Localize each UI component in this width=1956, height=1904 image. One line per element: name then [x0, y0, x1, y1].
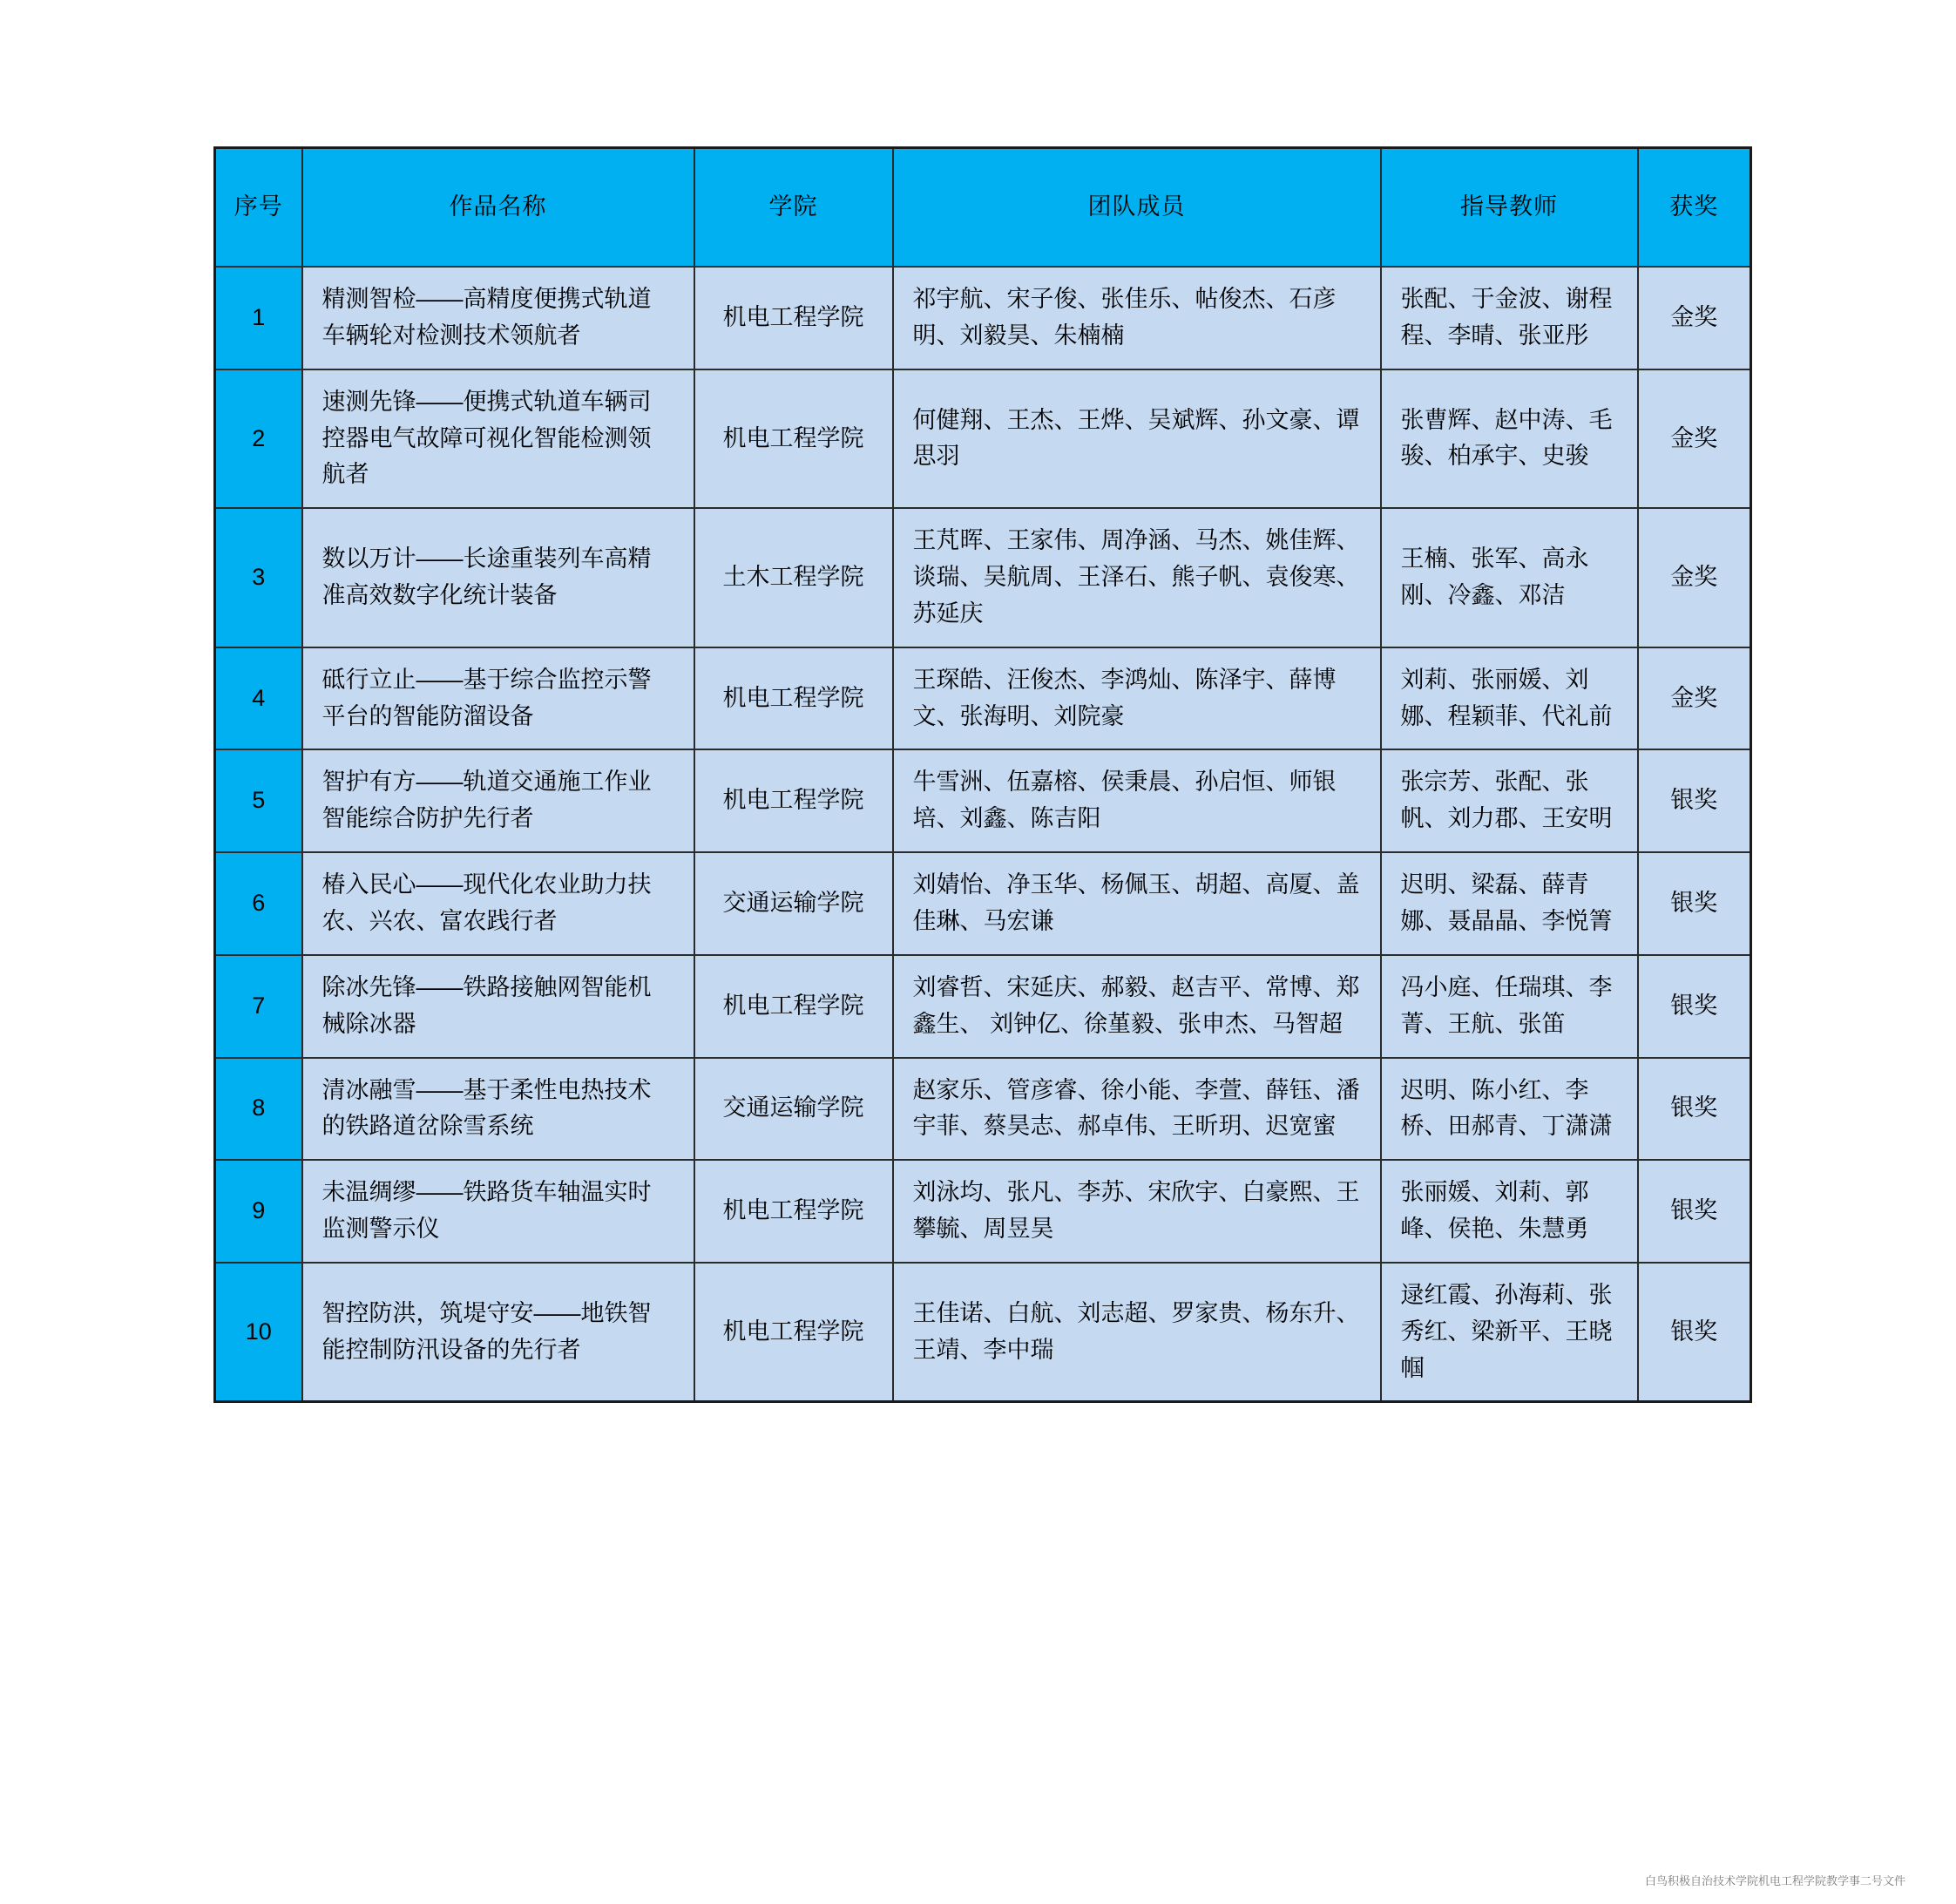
cell-title: 数以万计——长途重装列车高精准高效数字化统计装备 — [302, 508, 694, 647]
cell-teachers: 迟明、陈小红、李桥、田郝青、丁潇潇 — [1381, 1058, 1638, 1161]
award-table — [213, 146, 1752, 1403]
award-table-container — [213, 146, 1750, 1403]
table-row — [215, 508, 1751, 647]
cell-members: 牛雪洲、伍嘉榕、侯秉晨、孙启恒、师银培、刘鑫、陈吉阳 — [893, 749, 1381, 852]
cell-teachers: 张宗芳、张配、张帆、刘力郡、王安明 — [1381, 749, 1638, 852]
table-row — [215, 1263, 1751, 1402]
cell-index: 3 — [215, 508, 302, 647]
table-row — [215, 267, 1751, 369]
cell-award: 银奖 — [1638, 1160, 1751, 1263]
cell-title: 除冰先锋——铁路接触网智能机械除冰器 — [302, 955, 694, 1058]
cell-index: 5 — [215, 749, 302, 852]
table-body — [215, 267, 1751, 1402]
cell-award: 金奖 — [1638, 508, 1751, 647]
cell-index: 8 — [215, 1058, 302, 1161]
cell-members: 何健翔、王杰、王烨、吴斌辉、孙文豪、谭思羽 — [893, 369, 1381, 509]
cell-college: 机电工程学院 — [694, 369, 893, 509]
cell-teachers: 刘莉、张丽媛、刘娜、程颖菲、代礼前 — [1381, 647, 1638, 750]
cell-title: 未温绸缪——铁路货车轴温实时监测警示仪 — [302, 1160, 694, 1263]
cell-members: 赵家乐、管彦睿、徐小能、李萱、薛钰、潘宇菲、蔡昊志、郝卓伟、王昕玥、迟宽蜜 — [893, 1058, 1381, 1161]
cell-college: 机电工程学院 — [694, 267, 893, 369]
cell-college: 土木工程学院 — [694, 508, 893, 647]
cell-teachers: 张曹辉、赵中涛、毛骏、柏承宇、史骏 — [1381, 369, 1638, 509]
table-row — [215, 852, 1751, 955]
table-row — [215, 955, 1751, 1058]
cell-college: 机电工程学院 — [694, 647, 893, 750]
cell-members: 刘泳均、张凡、李苏、宋欣宇、白豪熙、王攀毓、周昱昊 — [893, 1160, 1381, 1263]
cell-members: 王佳诺、白航、刘志超、罗家贵、杨东升、王靖、李中瑞 — [893, 1263, 1381, 1402]
table-row — [215, 749, 1751, 852]
cell-index: 4 — [215, 647, 302, 750]
cell-award: 金奖 — [1638, 267, 1751, 369]
cell-teachers: 张丽媛、刘莉、郭峰、侯艳、朱慧勇 — [1381, 1160, 1638, 1263]
cell-members: 刘睿哲、宋延庆、郝毅、赵吉平、常博、郑鑫生、 刘钟亿、徐堇毅、张申杰、马智超 — [893, 955, 1381, 1058]
cell-members: 王琛皓、汪俊杰、李鸿灿、陈泽宇、薛博文、张海明、刘院豪 — [893, 647, 1381, 750]
cell-award: 金奖 — [1638, 369, 1751, 509]
column-header-teachers: 指导教师 — [1381, 148, 1638, 268]
column-header-college: 学院 — [694, 148, 893, 268]
cell-award: 银奖 — [1638, 1058, 1751, 1161]
cell-title: 精测智检——高精度便携式轨道车辆轮对检测技术领航者 — [302, 267, 694, 369]
cell-teachers: 迟明、梁磊、薛青娜、聂晶晶、李悦箐 — [1381, 852, 1638, 955]
cell-teachers: 张配、于金波、谢程程、李晴、张亚彤 — [1381, 267, 1638, 369]
cell-title: 砥行立止——基于综合监控示警平台的智能防溜设备 — [302, 647, 694, 750]
cell-award: 金奖 — [1638, 647, 1751, 750]
cell-members: 刘婧怡、净玉华、杨佩玉、胡超、高厦、盖佳琳、马宏谦 — [893, 852, 1381, 955]
cell-teachers: 逯红霞、孙海莉、张秀红、梁新平、王晓帼 — [1381, 1263, 1638, 1402]
footer-note: 白鸟积极自治技术学院机电工程学院教学事二号文件 — [1644, 1874, 1905, 1887]
cell-teachers: 冯小庭、任瑞琪、李菁、王航、张笛 — [1381, 955, 1638, 1058]
table-header — [215, 148, 1751, 268]
cell-members: 王芃晖、王家伟、周净涵、马杰、姚佳辉、谈瑞、吴航周、王泽石、熊子帆、袁俊寒、苏延庆 — [893, 508, 1381, 647]
cell-college: 机电工程学院 — [694, 1160, 893, 1263]
cell-index: 6 — [215, 852, 302, 955]
cell-award: 银奖 — [1638, 749, 1751, 852]
cell-college: 机电工程学院 — [694, 955, 893, 1058]
cell-award: 银奖 — [1638, 852, 1751, 955]
cell-index: 2 — [215, 369, 302, 509]
cell-college: 交通运输学院 — [694, 852, 893, 955]
cell-title: 智控防洪，筑堤守安——地铁智能控制防汛设备的先行者 — [302, 1263, 694, 1402]
cell-college: 机电工程学院 — [694, 749, 893, 852]
cell-college: 交通运输学院 — [694, 1058, 893, 1161]
cell-award: 银奖 — [1638, 1263, 1751, 1402]
cell-index: 9 — [215, 1160, 302, 1263]
cell-title: 清冰融雪——基于柔性电热技术的铁路道岔除雪系统 — [302, 1058, 694, 1161]
column-header-members: 团队成员 — [893, 148, 1381, 268]
cell-members: 祁宇航、宋子俊、张佳乐、帖俊杰、石彦明、刘毅昊、朱楠楠 — [893, 267, 1381, 369]
cell-teachers: 王楠、张军、高永刚、冷鑫、邓洁 — [1381, 508, 1638, 647]
cell-title: 速测先锋——便携式轨道车辆司控器电气故障可视化智能检测领航者 — [302, 369, 694, 509]
table-row — [215, 369, 1751, 509]
cell-index: 1 — [215, 267, 302, 369]
column-header-title: 作品名称 — [302, 148, 694, 268]
cell-index: 10 — [215, 1263, 302, 1402]
table-row — [215, 1160, 1751, 1263]
cell-title: 智护有方——轨道交通施工作业智能综合防护先行者 — [302, 749, 694, 852]
column-header-award: 获奖 — [1638, 148, 1751, 268]
cell-title: 椿入民心——现代化农业助力扶农、兴农、富农践行者 — [302, 852, 694, 955]
table-row — [215, 1058, 1751, 1161]
cell-index: 7 — [215, 955, 302, 1058]
table-header-row — [215, 148, 1751, 268]
table-row — [215, 647, 1751, 750]
column-header-index: 序号 — [215, 148, 302, 268]
cell-award: 银奖 — [1638, 955, 1751, 1058]
cell-college: 机电工程学院 — [694, 1263, 893, 1402]
